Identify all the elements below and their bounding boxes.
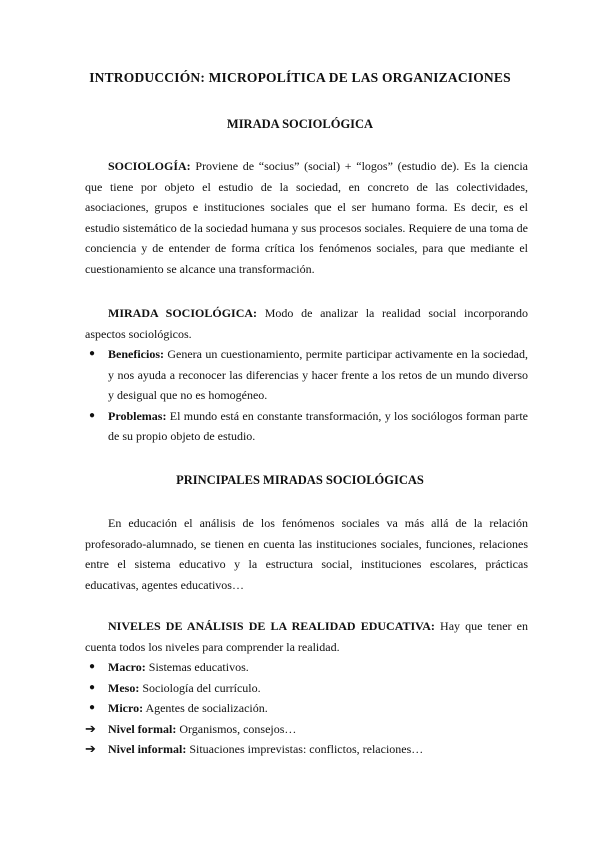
label-nivel-informal: Nivel informal:: [108, 742, 187, 756]
list-item-meso: [85, 678, 528, 699]
bullet-icon: ●: [89, 681, 96, 693]
text-beneficios: Genera un cuestionamiento, permite participar activamente en la sociedad, y nos ayuda a reconocer las diferencias y hacer frente a los retos de un mundo diverso y desigual que no es homogéneo.: [108, 347, 529, 402]
paragraph-sociologia: [85, 156, 528, 279]
text-meso: Sociología del currículo.: [142, 680, 261, 695]
list-item-problemas: [85, 406, 528, 447]
arrow-right-icon: ➔: [85, 741, 96, 756]
text-niveles: Hay que tener en cuenta todos los niveles para comprender la realidad.: [85, 619, 528, 654]
section-heading-principales: PRINCIPALES MIRADAS SOCIOLÓGICAS: [176, 473, 424, 487]
list-item-macro: [85, 657, 528, 678]
list-item-nivel-informal: [85, 739, 528, 760]
list-item-nivel-formal: [85, 719, 528, 740]
document-title: INTRODUCCIÓN: MICROPOLÍTICA DE LAS ORGANIZACIONES: [89, 70, 511, 85]
text-micro: Agentes de socialización.: [145, 701, 268, 715]
label-macro: Macro:: [108, 660, 146, 674]
list-item-beneficios: [85, 344, 528, 406]
bullet-icon: ●: [89, 661, 96, 672]
text-problemas: El mundo está en constante transformación, y los sociólogos forman parte de su propio objeto de estudio.: [108, 408, 528, 443]
paragraph-niveles: [85, 616, 528, 657]
mirada-bullet-list: [85, 344, 528, 447]
term-mirada: MIRADA SOCIOLÓGICA:: [108, 306, 258, 320]
bullet-icon: ●: [89, 348, 96, 359]
label-beneficios: Beneficios:: [108, 347, 164, 361]
term-niveles: NIVELES DE ANÁLISIS DE LA REALIDAD EDUCATIVA:: [108, 619, 435, 633]
text-sociologia: Proviene de “socius” (social) + “logos” (estudio de). Es la ciencia que tiene por objeto el estudio de la sociedad, en concreto de las colectividades, asociaciones, grupos e instituciones sociales que el ser humano forma. Es decir, es el estudio sistemático de la sociedad humana y sus procesos sociales. Requiere de una toma de conciencia y de entender de forma crítica los fenómenos sociales, para que mediante el cuestionamiento se alcance una transformación.: [85, 159, 529, 276]
text-nivel-formal: Organismos, consejos…: [179, 721, 297, 736]
section-heading-mirada: MIRADA SOCIOLÓGICA: [226, 117, 374, 131]
text-nivel-informal: Situaciones imprevistas: conflictos, relaciones…: [189, 742, 424, 756]
label-nivel-formal: Nivel formal:: [108, 721, 177, 736]
paragraph-mirada: [85, 303, 528, 344]
label-problemas: Problemas:: [108, 408, 167, 423]
niveles-bullet-list: [85, 657, 528, 760]
arrow-right-icon: ➔: [85, 720, 96, 736]
label-micro: Micro:: [108, 701, 144, 715]
bullet-icon: ●: [89, 409, 96, 421]
term-sociologia: SOCIOLOGÍA:: [108, 159, 191, 173]
text-mirada: Modo de analizar la realidad social incorporando aspectos sociológicos.: [85, 306, 528, 341]
label-meso: Meso:: [108, 680, 140, 695]
list-item-micro: [85, 698, 528, 719]
bullet-icon: ●: [89, 702, 96, 713]
paragraph-educacion: En educación el análisis de los fenómenos sociales va más allá de la relación profesorado-alumnado, se tienen en cuenta las instituciones sociales, funciones, relaciones entre el sistema educativo y la estructura social, instituciones escolares, prácticas educativas, agentes educativos…: [85, 516, 528, 592]
text-macro: Sistemas educativos.: [148, 660, 249, 674]
